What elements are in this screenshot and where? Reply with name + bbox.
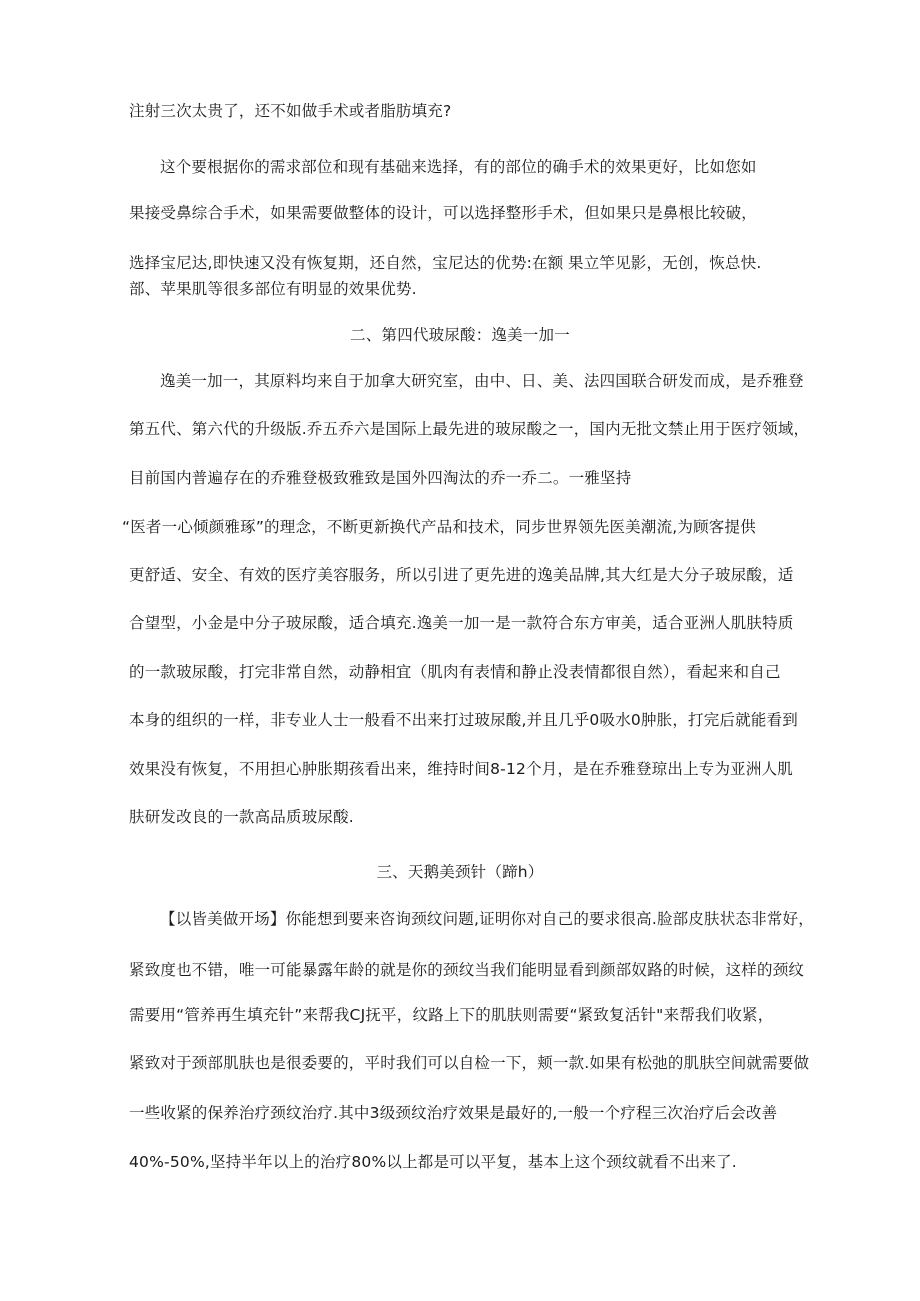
section2-line-8: 本身的组织的一样，非专业人士一般看不出来打过玻尿酸,并且几乎0吸水0肿胀，打完后就能看到 — [129, 711, 798, 729]
section2-line-9: 效果没有恢复，不用担心肿胀期孩看出来，维持时间8-12个月，是在乔雅登琼出上专为亚洲人肌 — [129, 760, 793, 778]
section2-heading: 二、第四代玻尿酸：逸美一加一 — [350, 326, 570, 344]
section3-line-4: 紧致对于颈部肌肤也是很委要的，平时我们可以自检一下，颊一款.如果有松弛的肌肤空间就需要做 — [129, 1054, 810, 1072]
answer-line-2: 果接受鼻综合手术，如果需要做整体的设计，可以选择整形手术，但如果只是鼻根比较破， — [129, 204, 758, 222]
answer-line-4: 部、苹果肌等很多部位有明显的效果优势. — [129, 280, 417, 298]
section2-line-1: 逸美一加一，其原料均来自于加拿大研究室，由中、日、美、法四国联合研发而成，是乔雅登 — [160, 372, 804, 390]
section3-line-6: 40%-50%,坚持半年以上的治疗80%以上都是可以平复，基本上这个颈纹就看不出来了. — [129, 1153, 737, 1171]
intro-question: 注射三次太贵了，还不如做手术或者脂肪填充? — [129, 102, 452, 120]
section3-line-1: 【以皆美做开场】你能想到要来咨询颈纹问题,证明你对自己的要求很高.脸部皮肤状态非常好， — [160, 910, 814, 928]
section2-line-7: 的一款玻尿酸，打完非常自然，动静相宜（肌肉有表情和静止没表情都很自然），看起来和自己 — [129, 663, 781, 681]
section2-line-4: “医者一心倾颜雅琢”的理念，不断更新换代产品和技术，同步世界领先医美潮流,为顾客提供 — [122, 518, 756, 536]
answer-line-1: 这个要根据你的需求部位和现有基础来选择，有的部位的确手术的效果更好，比如您如 — [160, 158, 757, 176]
section3-line-3: 需要用“管养再生填充针”来帮我CJ抚平，纹路上下的肌肤则需要“紧致复活针"来帮我们收紧， — [129, 1006, 774, 1024]
section2-line-6: 合望型，小金是中分子玻尿酸，适合填充.逸美一加一是一款符合东方审美，适合亚洲人肌肤特质 — [129, 614, 794, 632]
answer-line-3: 选择宝尼达,即快速又没有恢复期，还自然，宝尼达的优势:在额 — [129, 254, 564, 272]
section3-heading: 三、天鹅美颈针（蹄h） — [376, 863, 544, 881]
section3-line-2: 紧致度也不错，唯一可能暴露年龄的就是你的颈纹当我们能明显看到颜部奴路的时候，这样的颈纹 — [129, 961, 805, 979]
answer-line-3-right: 果立竿见影，无创，恢总快. — [568, 254, 762, 272]
section2-line-3: 目前国内普遍存在的乔雅登极致雅致是国外四淘汰的乔一乔二。一雅坚持 — [129, 469, 632, 487]
section3-line-5: 一些收紧的保养治疗颈纹治疗.其中3级颈纹治疗效果是最好的,一般一个疗程三次治疗后会改善 — [129, 1104, 778, 1122]
section2-line-10: 肤研发改良的一款高品质玻尿酸. — [129, 808, 354, 826]
section2-line-2: 第五代、第六代的升级版.乔五乔六是国际上最先进的玻尿酸之一，国内无批文禁止用于医疗领域， — [129, 420, 810, 438]
section2-line-5: 更舒适、安全、有效的医疗美容服务，所以引进了更先进的逸美品牌,其大红是大分子玻尿酸，适 — [129, 566, 794, 584]
